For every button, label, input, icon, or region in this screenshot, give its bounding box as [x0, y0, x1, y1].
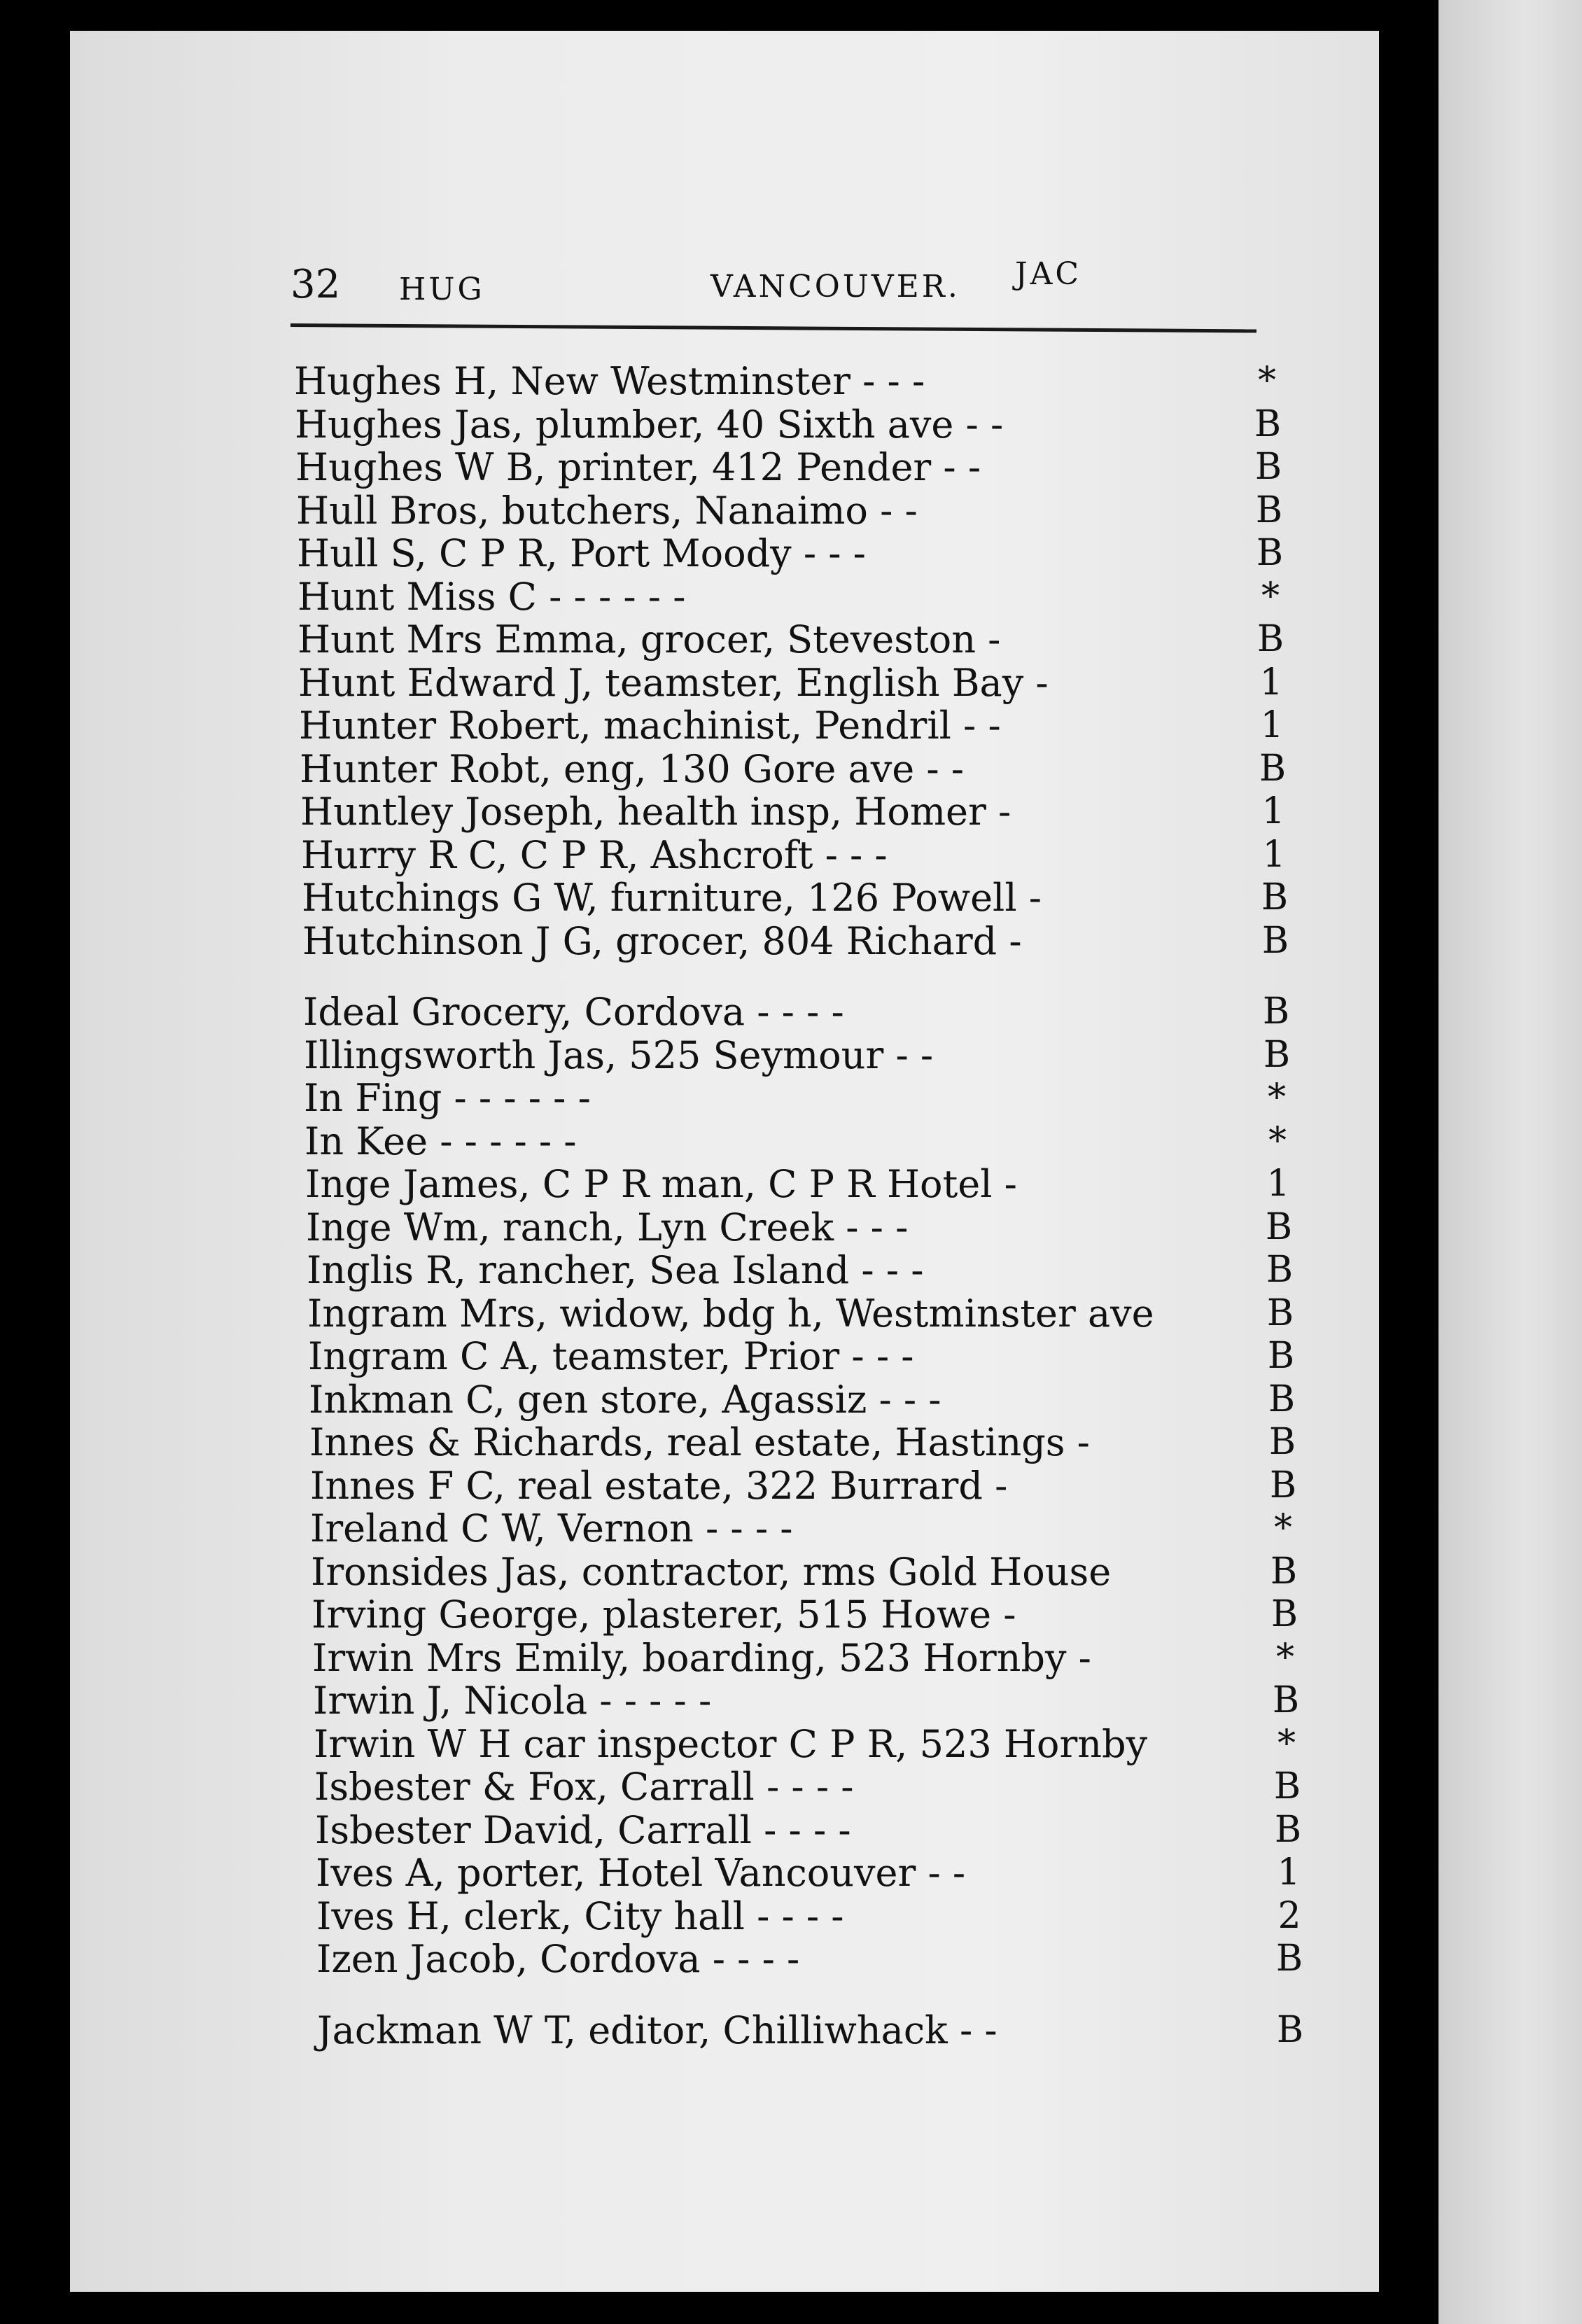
entry-text: Ideal Grocery, Cordova - - - - [303, 990, 844, 1034]
entry-text: Ives A, porter, Hotel Vancouver - - [316, 1851, 966, 1895]
entry-text: Hull Bros, butchers, Nanaimo - - [296, 488, 918, 533]
directory-entries [294, 359, 1304, 2052]
directory-entry [295, 403, 1296, 447]
last-entry-guide-word: JAC [1015, 256, 1082, 292]
entry-group [294, 990, 1303, 1981]
entry-text: Hunt Mrs Emma, grocer, Steveston - [298, 617, 1001, 662]
entry-text: Ingram C A, teamster, Prior - - - [308, 1334, 914, 1378]
directory-entry [310, 1507, 1311, 1550]
entry-mark: B [1255, 489, 1283, 531]
entry-text: Izen Jacob, Cordova - - - - [316, 1937, 800, 1981]
entry-mark: B [1272, 1679, 1300, 1721]
entry-mark: B [1273, 1765, 1301, 1807]
entry-mark: B [1265, 1205, 1293, 1248]
entry-mark: B [1254, 446, 1282, 488]
entry-mark: B [1263, 1033, 1291, 1076]
entry-mark: 1 [1261, 790, 1285, 832]
entry-mark: B [1256, 532, 1284, 574]
entry-text: Isbester David, Carrall - - - - [315, 1807, 851, 1852]
directory-entry [295, 446, 1296, 489]
entry-text: Hunter Robt, eng, 130 Gore ave - - [300, 746, 964, 791]
directory-entry [296, 489, 1297, 533]
directory-entry [298, 575, 1298, 619]
entry-mark: * [1258, 360, 1276, 402]
directory-entry [302, 876, 1303, 920]
directory-entry [315, 1809, 1316, 1852]
directory-entry [311, 1550, 1312, 1594]
directory-entry [302, 920, 1303, 963]
entry-text: Inkman C, gen store, Agassiz - - - [309, 1377, 941, 1422]
directory-entry [307, 1249, 1308, 1292]
entry-mark: * [1268, 1119, 1287, 1162]
entry-text: Irwin Mrs Emily, boarding, 523 Hornby - [312, 1635, 1091, 1680]
entry-text: Jackman W T, editor, Chilliwhack - - [317, 2008, 997, 2052]
directory-entry [308, 1335, 1309, 1378]
entry-mark: B [1256, 618, 1284, 660]
directory-entry [312, 1637, 1313, 1680]
entry-text: Hutchinson J G, grocer, 804 Richard - [302, 918, 1022, 963]
entry-text: Inge Wm, ranch, Lyn Creek - - - [306, 1205, 909, 1250]
directory-entry [297, 532, 1298, 575]
directory-entry [304, 1077, 1305, 1120]
entry-text: Hull S, C P R, Port Moody - - - [297, 531, 866, 575]
entry-text: Hunt Edward J, teamster, English Bay - [298, 660, 1049, 705]
entry-text: Ironsides Jas, contractor, rms Gold House [311, 1549, 1112, 1594]
directory-entry [298, 618, 1298, 662]
directory-entry [294, 360, 1295, 403]
entry-mark: B [1270, 1550, 1298, 1592]
entry-mark: B [1261, 876, 1289, 918]
entry-text: Inglis R, rancher, Sea Island - - - [307, 1248, 924, 1292]
entry-text: Hunt Miss C - - - - - - [298, 574, 686, 619]
entry-mark: B [1274, 1808, 1302, 1851]
directory-entry [309, 1421, 1310, 1464]
entry-text: Huntley Joseph, health insp, Homer - [300, 790, 1011, 834]
entry-group [294, 360, 1295, 962]
directory-entry [306, 1206, 1307, 1250]
entry-text: Ingram Mrs, widow, bdg h, Westminster ave [307, 1291, 1154, 1336]
directory-page [70, 31, 1379, 2292]
directory-entry [300, 790, 1301, 834]
directory-entry [300, 748, 1301, 791]
entry-mark: 2 [1278, 1894, 1301, 1937]
entry-text: Irving George, plasterer, 515 Howe - [312, 1592, 1016, 1637]
entry-mark: B [1266, 1249, 1294, 1291]
entry-mark: B [1275, 1938, 1303, 1980]
directory-entry [304, 1120, 1306, 1163]
entry-mark: B [1276, 2008, 1304, 2051]
entry-text: Hunter Robert, machinist, Pendril - - [299, 704, 1001, 748]
entry-text: Inge James, C P R man, C P R Hotel - [305, 1162, 1017, 1206]
book-gutter [1390, 0, 1438, 2324]
entry-mark: 1 [1277, 1851, 1301, 1893]
entry-mark: * [1274, 1507, 1292, 1549]
directory-entry [316, 1851, 1317, 1895]
entry-text: Hughes W B, printer, 412 Pender - - [295, 445, 981, 489]
entry-text: In Kee - - - - - - [304, 1119, 577, 1163]
running-header [290, 256, 1256, 318]
entry-mark: B [1266, 1292, 1294, 1334]
entry-mark: 1 [1260, 704, 1284, 746]
entry-mark: B [1261, 919, 1289, 962]
page-number: 32 [290, 262, 341, 307]
entry-text: Innes & Richards, real estate, Hastings - [309, 1420, 1090, 1464]
directory-entry [316, 1895, 1317, 1938]
entry-mark: * [1268, 1077, 1286, 1119]
directory-entry [309, 1378, 1310, 1422]
directory-entry [310, 1464, 1311, 1508]
entry-text: Ives H, clerk, City hall - - - - [316, 1893, 844, 1938]
directory-entry [312, 1593, 1312, 1637]
directory-entry [317, 2009, 1318, 2052]
directory-entry [313, 1679, 1314, 1723]
entry-mark: B [1262, 990, 1290, 1032]
directory-entry [305, 1163, 1306, 1206]
adjacent-page-edge [1438, 0, 1582, 2324]
entry-mark: B [1268, 1378, 1296, 1420]
entry-text: Isbester & Fox, Carrall - - - - [314, 1765, 854, 1809]
entry-text: Illingsworth Jas, 525 Seymour - - [304, 1032, 934, 1077]
directory-entry [304, 1034, 1305, 1077]
directory-entry [303, 990, 1304, 1034]
directory-entry [316, 1938, 1317, 1981]
directory-entry [314, 1765, 1315, 1809]
entry-text: Hutchings G W, furniture, 126 Powell - [302, 876, 1042, 920]
entry-text: Innes F C, real estate, 322 Burrard - [310, 1463, 1008, 1508]
entry-mark: * [1261, 575, 1280, 617]
directory-entry [301, 834, 1302, 877]
entry-mark: * [1276, 1636, 1294, 1679]
directory-entry [314, 1723, 1315, 1766]
entry-text: Irwin J, Nicola - - - - - [313, 1679, 712, 1723]
entry-mark: B [1269, 1464, 1297, 1506]
entry-mark: B [1254, 402, 1282, 445]
header-rule [290, 323, 1256, 332]
entry-text: Ireland C W, Vernon - - - - [310, 1506, 793, 1550]
entry-text: Hughes H, New Westminster - - - [294, 359, 925, 403]
entry-mark: 1 [1266, 1163, 1290, 1205]
entry-group [294, 2008, 1304, 2052]
entry-text: Hurry R C, C P R, Ashcroft - - - [301, 832, 888, 877]
directory-entry [298, 662, 1299, 705]
entry-text: Hughes Jas, plumber, 40 Sixth ave - - [295, 402, 1004, 447]
entry-mark: B [1268, 1421, 1296, 1463]
entry-mark: B [1259, 747, 1287, 790]
entry-mark: * [1278, 1722, 1296, 1765]
entry-text: In Fing - - - - - - [304, 1076, 591, 1120]
directory-entry [299, 704, 1300, 748]
first-entry-guide-word: HUG [399, 272, 485, 307]
entry-text: Irwin W H car inspector C P R, 523 Hornby [314, 1721, 1148, 1766]
entry-mark: 1 [1262, 833, 1286, 876]
directory-city-title: VANCOUVER. [710, 269, 960, 304]
entry-mark: B [1267, 1335, 1295, 1377]
directory-entry [307, 1292, 1308, 1336]
entry-mark: B [1270, 1593, 1298, 1635]
entry-mark: 1 [1259, 661, 1283, 704]
